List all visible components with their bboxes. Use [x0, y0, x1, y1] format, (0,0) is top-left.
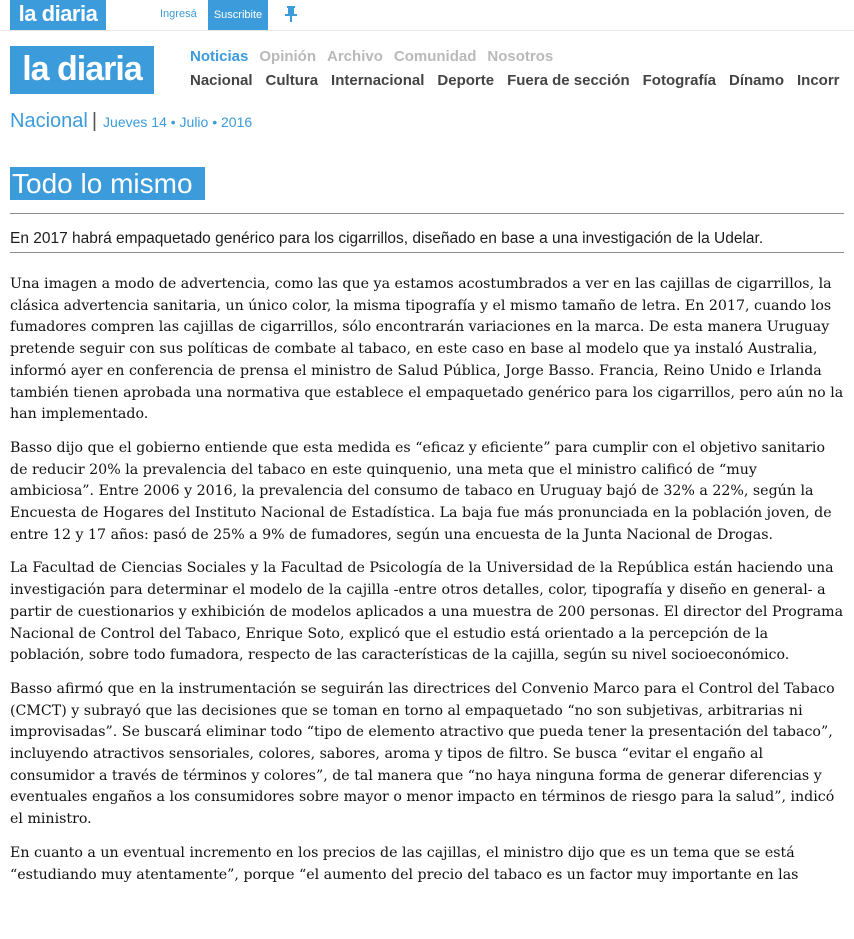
nav-cultura[interactable]: Cultura	[265, 72, 319, 89]
nav-incorrecta[interactable]: Incorr	[797, 72, 840, 89]
secondary-nav	[190, 72, 853, 89]
section-name[interactable]: Nacional	[10, 110, 88, 132]
nav-fuera-de-seccion[interactable]: Fuera de sección	[507, 72, 630, 89]
nav-internacional[interactable]: Internacional	[331, 72, 425, 89]
section-header	[10, 110, 252, 133]
site-logo[interactable]: la diaria	[10, 46, 154, 94]
nav-opinion[interactable]: Opinión	[259, 48, 317, 65]
nav-noticias[interactable]: Noticias	[190, 48, 249, 65]
nav-deporte[interactable]: Deporte	[437, 72, 495, 89]
nav-fotografia[interactable]: Fotografía	[642, 72, 716, 89]
nav-nacional[interactable]: Nacional	[190, 72, 253, 89]
article-paragraph: Basso dijo que el gobierno entiende que esta medida es “eficaz y eficiente” para cumplir con el objetivo sanitario de reducir 20% la prevalencia del tabaco en este quinquenio, una meta que el ministro calificó de “muy ambiciosa”. Entre 2006 y 2016, la prevalencia del consumo de tabaco en Uruguay bajó de 32% a 22%, según la Encuesta de Hogares del Instituto Nacional de Estadística. La baja fue más pronunciada en la población joven, de entre 12 y 17 años: pasó de 25% a 9% de fumadores, según una encuesta de la Junta Nacional de Drogas.	[10, 439, 832, 543]
article-title: Todo lo mismo	[10, 167, 205, 200]
pushpin-icon[interactable]	[284, 6, 298, 22]
login-link[interactable]: Ingresá	[160, 8, 197, 20]
title-divider	[10, 213, 844, 214]
article-body	[10, 274, 844, 898]
publish-date: Jueves 14 • Julio • 2016	[103, 114, 253, 130]
article-paragraph: Basso afirmó que en la instrumentación se seguirán las directrices del Convenio Marco para el Control del Tabaco (CMCT) y subrayó que las decisiones que se toman en torno al empaquetado “no son subjetivas, arbitrarias ni improvisadas”. Se buscará eliminar todo “tipo de elemento atractivo que pueda tener la presentación del tabaco”, incluyendo atractivos sensoriales, colores, sabores, aroma y tipos de filtro. Se busca “evitar el engaño al consumidor a través de términos y colores”, de tal manera que “no haya ninguna forma de generar diferencias y eventuales engaños a los consumidores sobre mayor o menor impacto en términos de riesgo para la salud”, indicó el ministro.	[10, 680, 835, 828]
subtitle-divider	[10, 252, 844, 253]
article-subtitle: En 2017 habrá empaquetado genérico para los cigarrillos, diseñado en base a una investigación de la Udelar.	[10, 230, 764, 247]
nav-comunidad[interactable]: Comunidad	[393, 48, 477, 65]
nav-archivo[interactable]: Archivo	[327, 48, 383, 65]
article-paragraph: La Facultad de Ciencias Sociales y la Facultad de Psicología de la Universidad de la República están haciendo una investigación para determinar el modelo de la cajilla -entre otros detalles, color, tipografía y diseño en general- a partir de cuestionarios y exhibición de modelos aplicados a una muestra de 200 personas. El director del Programa Nacional de Control del Tabaco, Enrique Soto, explicó que el estudio está orientado a la percepción de la población, sobre todo fumadora, respecto de las características de la cajilla, según su nivel socioeconómico.	[10, 560, 844, 664]
top-logo[interactable]: la diaria	[10, 0, 106, 30]
subscribe-button[interactable]: Suscribite	[208, 0, 268, 30]
article-paragraph: En cuanto a un eventual incremento en los precios de las cajillas, el ministro dijo que es un tema que se está “estudiando muy atentamente”, porque “el aumento del precio del tabaco es un factor muy importante en las	[10, 844, 799, 883]
primary-nav	[190, 48, 564, 65]
section-separator: |	[91, 110, 98, 132]
nav-nosotros[interactable]: Nosotros	[487, 48, 554, 65]
article-paragraph: Una imagen a modo de advertencia, como las que ya estamos acostumbrados a ver en las cajillas de cigarrillos, la clásica advertencia sanitaria, un único color, la misma tipografía y el mismo tamaño de letra. En 2017, cuando los fumadores compren las cajillas de cigarrillos, sólo encontrarán variaciones en la marca. De esta manera Uruguay pretende seguir con sus políticas de combate al tabaco, en este caso en base al modelo que ya instaló Australia, informó ayer en conferencia de prensa el ministro de Salud Pública, Jorge Basso. Francia, Reino Unido e Irlanda también tienen aprobada una normativa que establece el empaquetado genérico para los cigarrillos, pero aún no la han implementado.	[10, 276, 844, 423]
top-bar	[0, 0, 854, 31]
nav-dinamo[interactable]: Dínamo	[728, 72, 784, 89]
